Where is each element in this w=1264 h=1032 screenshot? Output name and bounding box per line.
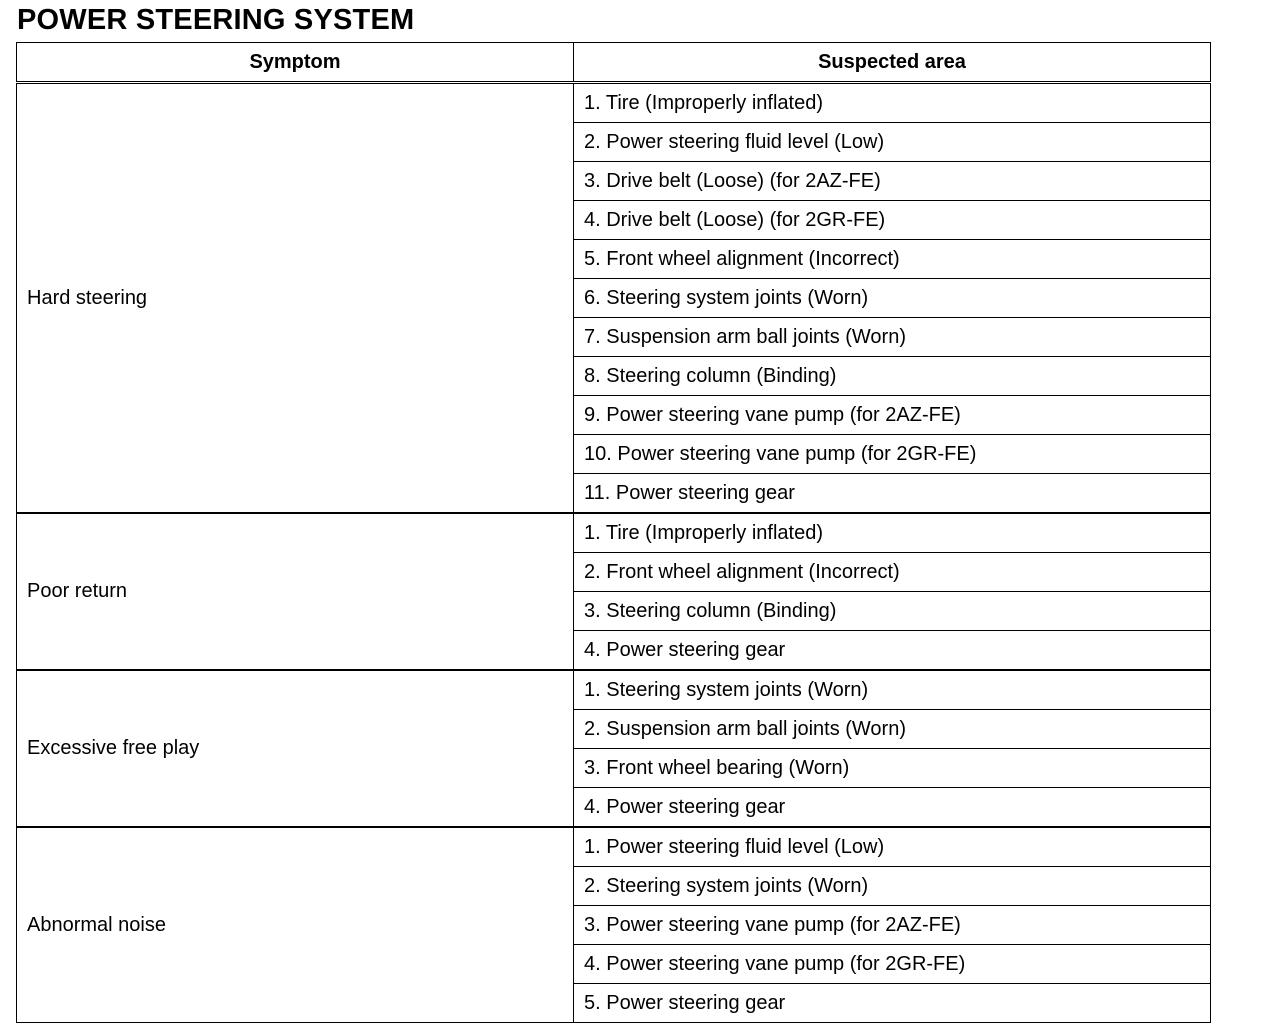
symptom-cell: Hard steering	[17, 83, 574, 514]
suspected-area-cell: 4. Drive belt (Loose) (for 2GR-FE)	[574, 201, 1211, 240]
suspected-area-cell: 1. Power steering fluid level (Low)	[574, 827, 1211, 867]
table-body	[17, 83, 1211, 1023]
symptom-cell: Abnormal noise	[17, 827, 574, 1023]
table-row	[17, 83, 1211, 123]
suspected-area-cell: 11. Power steering gear	[574, 474, 1211, 514]
suspected-area-cell: 6. Steering system joints (Worn)	[574, 279, 1211, 318]
table-row	[17, 513, 1211, 553]
suspected-area-cell: 4. Power steering gear	[574, 788, 1211, 828]
suspected-area-cell: 2. Steering system joints (Worn)	[574, 867, 1211, 906]
suspected-area-cell: 2. Power steering fluid level (Low)	[574, 123, 1211, 162]
column-header-suspected-area: Suspected area	[574, 43, 1211, 83]
suspected-area-cell: 9. Power steering vane pump (for 2AZ-FE)	[574, 396, 1211, 435]
symptom-cell: Poor return	[17, 513, 574, 670]
suspected-area-cell: 5. Power steering gear	[574, 984, 1211, 1023]
table-header-row	[17, 43, 1211, 83]
symptom-cell: Excessive free play	[17, 670, 574, 827]
suspected-area-cell: 2. Front wheel alignment (Incorrect)	[574, 553, 1211, 592]
suspected-area-cell: 7. Suspension arm ball joints (Worn)	[574, 318, 1211, 357]
page-title: POWER STEERING SYSTEM	[17, 4, 415, 36]
suspected-area-cell: 8. Steering column (Binding)	[574, 357, 1211, 396]
suspected-area-cell: 3. Power steering vane pump (for 2AZ-FE)	[574, 906, 1211, 945]
suspected-area-cell: 3. Steering column (Binding)	[574, 592, 1211, 631]
table-row	[17, 670, 1211, 710]
suspected-area-cell: 1. Tire (Improperly inflated)	[574, 513, 1211, 553]
suspected-area-cell: 4. Power steering vane pump (for 2GR-FE)	[574, 945, 1211, 984]
suspected-area-cell: 3. Front wheel bearing (Worn)	[574, 749, 1211, 788]
suspected-area-cell: 1. Steering system joints (Worn)	[574, 670, 1211, 710]
suspected-area-cell: 2. Suspension arm ball joints (Worn)	[574, 710, 1211, 749]
suspected-area-cell: 3. Drive belt (Loose) (for 2AZ-FE)	[574, 162, 1211, 201]
suspected-area-cell: 5. Front wheel alignment (Incorrect)	[574, 240, 1211, 279]
table-row	[17, 827, 1211, 867]
troubleshooting-table	[16, 42, 1211, 1023]
suspected-area-cell: 4. Power steering gear	[574, 631, 1211, 671]
column-header-symptom: Symptom	[17, 43, 574, 83]
suspected-area-cell: 1. Tire (Improperly inflated)	[574, 83, 1211, 123]
suspected-area-cell: 10. Power steering vane pump (for 2GR-FE)	[574, 435, 1211, 474]
